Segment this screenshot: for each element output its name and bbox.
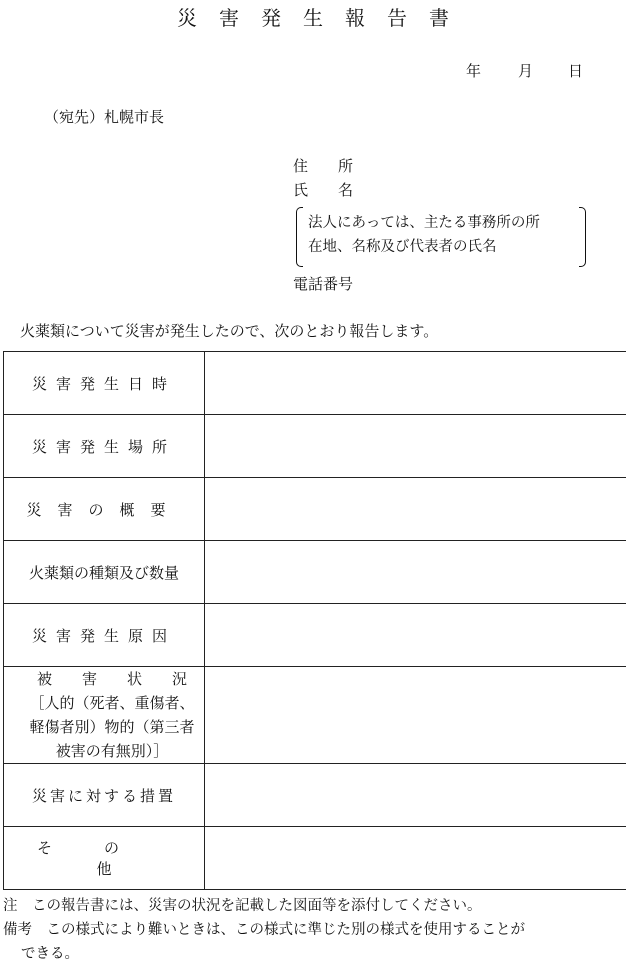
- date-month-label: 月: [518, 60, 533, 81]
- damage-label-line: ［人的（死者、重傷者、: [20, 691, 204, 715]
- corporate-note-line: 法人にあっては、主たる事務所の所: [308, 211, 540, 235]
- cause-field[interactable]: [205, 604, 626, 667]
- date-day-label: 日: [568, 60, 583, 81]
- occurrence-location-field[interactable]: [205, 415, 626, 478]
- table-row: [4, 541, 626, 604]
- disaster-summary-field[interactable]: [205, 478, 626, 541]
- field-label: 災害発生日時: [4, 352, 205, 415]
- table-row: [4, 764, 626, 827]
- field-label: [4, 667, 205, 764]
- damage-label-line: 被 害 状 況: [20, 667, 204, 691]
- damage-status-field[interactable]: [205, 667, 626, 764]
- right-bracket: [579, 207, 586, 267]
- other-field[interactable]: [205, 827, 626, 890]
- phone-label: 電話番号: [293, 273, 353, 294]
- table-row: [4, 827, 626, 890]
- field-label: 火薬類の種類及び数量: [4, 541, 205, 604]
- explosives-type-quantity-field[interactable]: [205, 541, 626, 604]
- corporate-note-line: 在地、名称及び代表者の氏名: [308, 235, 540, 259]
- table-row: [4, 667, 626, 764]
- date-year-label: 年: [466, 60, 481, 81]
- field-label: 災害に対する措置: [4, 764, 205, 827]
- corporate-note-bracket: [296, 207, 586, 267]
- addressee: （宛先）札幌市長: [44, 106, 164, 127]
- intro-statement: 火薬類について災害が発生したので、次のとおり報告します。: [20, 320, 438, 341]
- report-table: [3, 351, 626, 890]
- occurrence-datetime-field[interactable]: [205, 352, 626, 415]
- remarks-continued: できる。: [21, 942, 79, 966]
- field-label: 災害発生場所: [4, 415, 205, 478]
- left-bracket: [296, 207, 303, 267]
- corporate-note: [308, 211, 540, 259]
- name-label: 氏 名: [293, 179, 353, 200]
- document-title: 災害発生報告書: [0, 2, 626, 31]
- field-label: その他: [4, 827, 205, 890]
- table-row: [4, 352, 626, 415]
- table-row: [4, 415, 626, 478]
- table-row: [4, 604, 626, 667]
- field-label: 災害発生原因: [4, 604, 205, 667]
- field-label: 災害の概要: [4, 478, 205, 541]
- damage-label-line: 軽傷者別）物的（第三者: [20, 715, 204, 739]
- remarks: 備考 この様式により難いときは、この様式に準じた別の様式を使用することが: [3, 918, 525, 942]
- measures-field[interactable]: [205, 764, 626, 827]
- attachment-note: 注 この報告書には、災害の状況を記載した図面等を添付してください。: [3, 894, 482, 918]
- damage-label-line: 被害の有無別）］: [20, 739, 204, 763]
- table-row: [4, 478, 626, 541]
- address-label: 住 所: [293, 155, 353, 176]
